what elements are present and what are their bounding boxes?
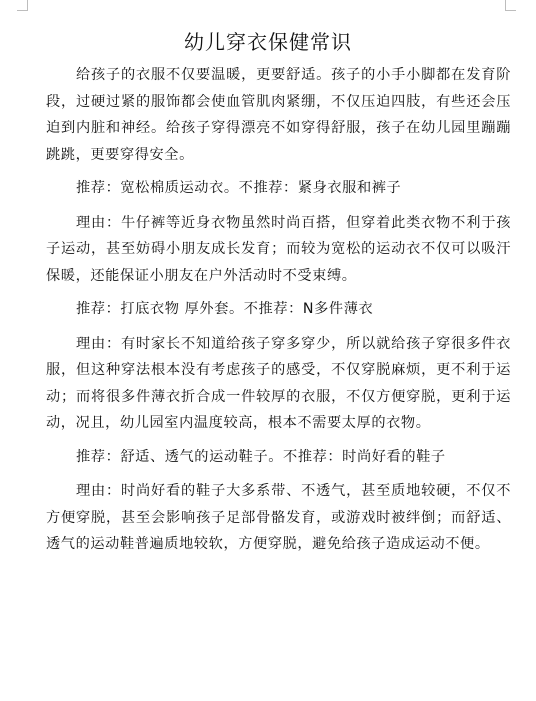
recommendation-3: 推荐：舒适、透气的运动鞋子。不推荐：时尚好看的鞋子 (76, 448, 446, 465)
recommendation-1: 推荐：宽松棉质运动衣。不推荐：紧身衣服和裤子 (76, 180, 402, 196)
document-title: 幼儿穿衣保健常识 (184, 30, 352, 54)
reason-paragraph-3: 理由：时尚好看的鞋子大多系带、不透气，甚至质地较硬，不仅不方便穿脱，甚至会影响孩子足部骨骼发育，或游戏时被绊倒；而舒适、透气的运动鞋普遍质地较软，方便穿脱，避免给孩子造成运动不便。 (46, 483, 511, 552)
page-corner-mark-left (17, 0, 28, 11)
reason-paragraph-1: 理由：牛仔裤等近身衣物虽然时尚百搭，但穿着此类衣物不利于孩子运动，甚至妨碍小朋友成长发育；而较为宽松的运动衣不仅可以吸汗保暖，还能保证小朋友在户外活动时不受束缚。 (46, 214, 511, 284)
page-corner-mark-right (505, 0, 516, 11)
reason-paragraph-2: 理由：有时家长不知道给孩子穿多穿少，所以就给孩子穿很多件衣服，但这种穿法根本没有考虑孩子的感受，不仅穿脱麻烦，更不利于运动；而将很多件薄衣折合成一件较厚的衣服，不仅方便穿脱，更利于运动，况且，幼儿园室内温度较高，根本不需要太厚的衣物。 (46, 335, 511, 431)
intro-paragraph: 给孩子的衣服不仅要温暖，更要舒适。孩子的小手小脚都在发育阶段，过硬过紧的服饰都会使血管肌肉紧绷，不仅压迫四肢，有些还会压迫到内脏和神经。给孩子穿得漂亮不如穿得舒服，孩子在幼儿园里蹦蹦跳跳，更要穿得安全。 (46, 67, 511, 163)
recommendation-2: 推荐：打底衣物 厚外套。不推荐：N多件薄衣 (76, 301, 374, 317)
document-body (46, 62, 511, 565)
